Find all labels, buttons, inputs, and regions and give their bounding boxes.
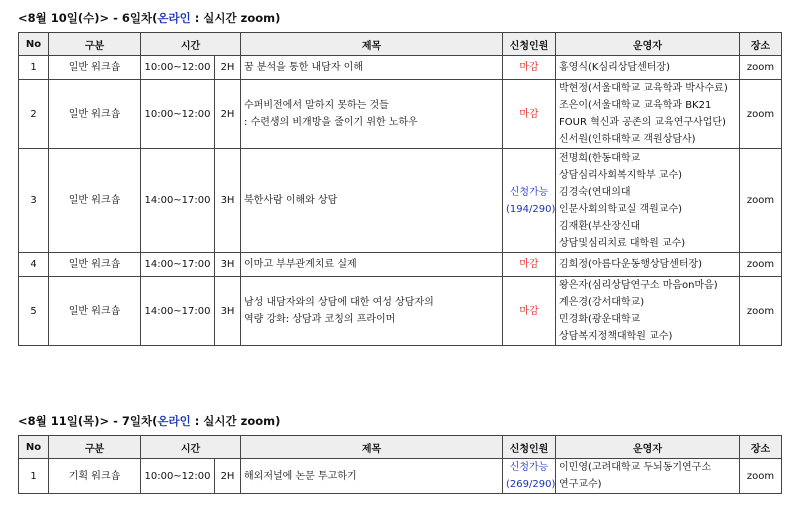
cell-type: 기획 워크숍 (49, 459, 141, 494)
cell-hours: 3H (215, 149, 241, 253)
heading-mode-text: : 실시간 zoom) (190, 11, 281, 25)
col-header-no: No (19, 33, 49, 56)
cell-title (241, 149, 503, 253)
col-header-time: 시간 (141, 436, 241, 459)
cell-status-line: 신청가능 (509, 186, 549, 198)
col-header-type: 구분 (49, 436, 141, 459)
cell-host-line: 계은경(강서대학교) (559, 297, 645, 308)
cell-status (503, 459, 556, 494)
col-header-title: 제목 (241, 33, 503, 56)
col-header-host: 운영자 (556, 33, 740, 56)
cell-time: 10:00~12:00 (141, 459, 215, 494)
cell-host-line: 상담심리사회복지학부 교수) (559, 169, 683, 181)
table-body (19, 459, 782, 494)
col-header-applicants: 신청인원 (503, 33, 556, 56)
table-header-row (19, 436, 782, 459)
cell-host (556, 80, 740, 149)
cell-status (503, 277, 556, 346)
cell-type: 일반 워크숍 (49, 253, 141, 277)
col-header-applicants: 신청인원 (503, 436, 556, 459)
table-row (19, 277, 782, 346)
section-2-heading (18, 413, 280, 429)
cell-host-line: 신서원(인하대학교 객원상담사) (559, 134, 696, 145)
cell-type: 일반 워크숍 (49, 277, 141, 346)
cell-hours: 2H (215, 56, 241, 80)
table-row (19, 459, 782, 494)
heading-online-text: 온라인 (157, 11, 191, 25)
cell-host-line: 상담및심리치료 대학원 교수) (559, 237, 686, 249)
col-header-type: 구분 (49, 33, 141, 56)
cell-host-line: 김재환(부산장신대 (559, 220, 641, 232)
cell-type: 일반 워크숍 (49, 80, 141, 149)
heading-date-text: <8월 10일(수)> - 6일차( (18, 11, 158, 25)
cell-host-line: 왕은자(심리상담연구소 마음on마음) (559, 280, 718, 291)
cell-host (556, 56, 740, 80)
cell-time: 10:00~12:00 (141, 56, 215, 80)
cell-host (556, 459, 740, 494)
cell-title-line: 수퍼비전에서 말하지 못하는 것들 (244, 100, 389, 111)
cell-status-line: (269/290) (506, 479, 556, 490)
cell-time: 14:00~17:00 (141, 277, 215, 346)
cell-type: 일반 워크숍 (49, 56, 141, 80)
cell-status (503, 80, 556, 149)
cell-host-line: 연구교수) (559, 479, 602, 490)
table-row (19, 80, 782, 149)
table-row (19, 253, 782, 277)
cell-title-line: 꿈 분석을 통한 내담자 이해 (244, 62, 363, 73)
cell-no: 1 (19, 459, 49, 494)
schedule-table-day7 (18, 435, 782, 494)
col-header-title: 제목 (241, 436, 503, 459)
cell-time: 14:00~17:00 (141, 149, 215, 253)
section-1-heading (18, 10, 280, 26)
cell-place: zoom (740, 149, 782, 253)
cell-title-line: 역량 강화: 상담과 코칭의 프라이머 (244, 314, 396, 325)
cell-place: zoom (740, 80, 782, 149)
cell-title (241, 253, 503, 277)
cell-host-line: FOUR 혁신과 공존의 교육연구사업단) (559, 117, 726, 128)
cell-time: 14:00~17:00 (141, 253, 215, 277)
cell-host-line: 전명희(한동대학교 (559, 152, 641, 164)
heading-online-text: 온라인 (157, 414, 191, 428)
cell-title (241, 459, 503, 494)
cell-title-line: 이마고 부부관계치료 실제 (244, 259, 357, 270)
cell-host-line: 상담복지정책대학원 교수) (559, 331, 673, 342)
cell-no: 4 (19, 253, 49, 277)
cell-place: zoom (740, 459, 782, 494)
cell-no: 2 (19, 80, 49, 149)
cell-status-line: 마감 (519, 62, 539, 73)
cell-status-line: 마감 (519, 259, 539, 270)
cell-title-line: 북한사람 이해와 상담 (244, 195, 338, 206)
schedule-table-day6 (18, 32, 782, 346)
cell-no: 3 (19, 149, 49, 253)
cell-host (556, 253, 740, 277)
cell-status-line: 마감 (519, 305, 539, 317)
cell-status-line: 마감 (519, 108, 539, 120)
col-header-host: 운영자 (556, 436, 740, 459)
cell-hours: 2H (215, 459, 241, 494)
table-header-row (19, 33, 782, 56)
cell-place: zoom (740, 253, 782, 277)
cell-host-line: 김희정(아름다운동행상담센터장) (559, 259, 703, 270)
cell-title (241, 80, 503, 149)
col-header-place: 장소 (740, 436, 782, 459)
cell-place: zoom (740, 56, 782, 80)
cell-time: 10:00~12:00 (141, 80, 215, 149)
cell-no: 1 (19, 56, 49, 80)
cell-title (241, 277, 503, 346)
cell-status (503, 253, 556, 277)
table-row (19, 56, 782, 80)
cell-title (241, 56, 503, 80)
cell-status (503, 149, 556, 253)
cell-title-line: 해외저널에 논문 투고하기 (244, 470, 357, 482)
cell-place: zoom (740, 277, 782, 346)
cell-host (556, 149, 740, 253)
cell-status-line: (194/290) (506, 203, 556, 215)
cell-type: 일반 워크숍 (49, 149, 141, 253)
cell-title-line: : 수련생의 비개방을 줄이기 위한 노하우 (244, 117, 418, 128)
cell-host-line: 김경숙(연대의대 (559, 186, 631, 198)
cell-host-line: 이민영(고려대학교 두뇌동기연구소 (559, 462, 711, 473)
cell-status-line: 신청가능 (509, 462, 549, 473)
cell-host (556, 277, 740, 346)
heading-mode-text: : 실시간 zoom) (190, 414, 281, 428)
cell-no: 5 (19, 277, 49, 346)
cell-status (503, 56, 556, 80)
col-header-time: 시간 (141, 33, 241, 56)
cell-host-line: 박현정(서울대학교 교육학과 박사수료) (559, 83, 728, 94)
cell-host-line: 조은이(서울대학교 교육학과 BK21 (559, 100, 712, 111)
cell-hours: 3H (215, 253, 241, 277)
col-header-place: 장소 (740, 33, 782, 56)
cell-hours: 2H (215, 80, 241, 149)
cell-host-line: 민경화(광운대학교 (559, 314, 641, 325)
cell-host-line: 홍영식(K심리상담센터장) (559, 62, 670, 73)
cell-host-line: 인문사회의학교실 객원교수) (559, 203, 683, 215)
col-header-no: No (19, 436, 49, 459)
table-body (19, 56, 782, 346)
table-row (19, 149, 782, 253)
cell-hours: 3H (215, 277, 241, 346)
heading-date-text: <8월 11일(목)> - 7일차( (18, 414, 158, 428)
cell-title-line: 남성 내담자와의 상담에 대한 여성 상담자의 (244, 297, 434, 308)
